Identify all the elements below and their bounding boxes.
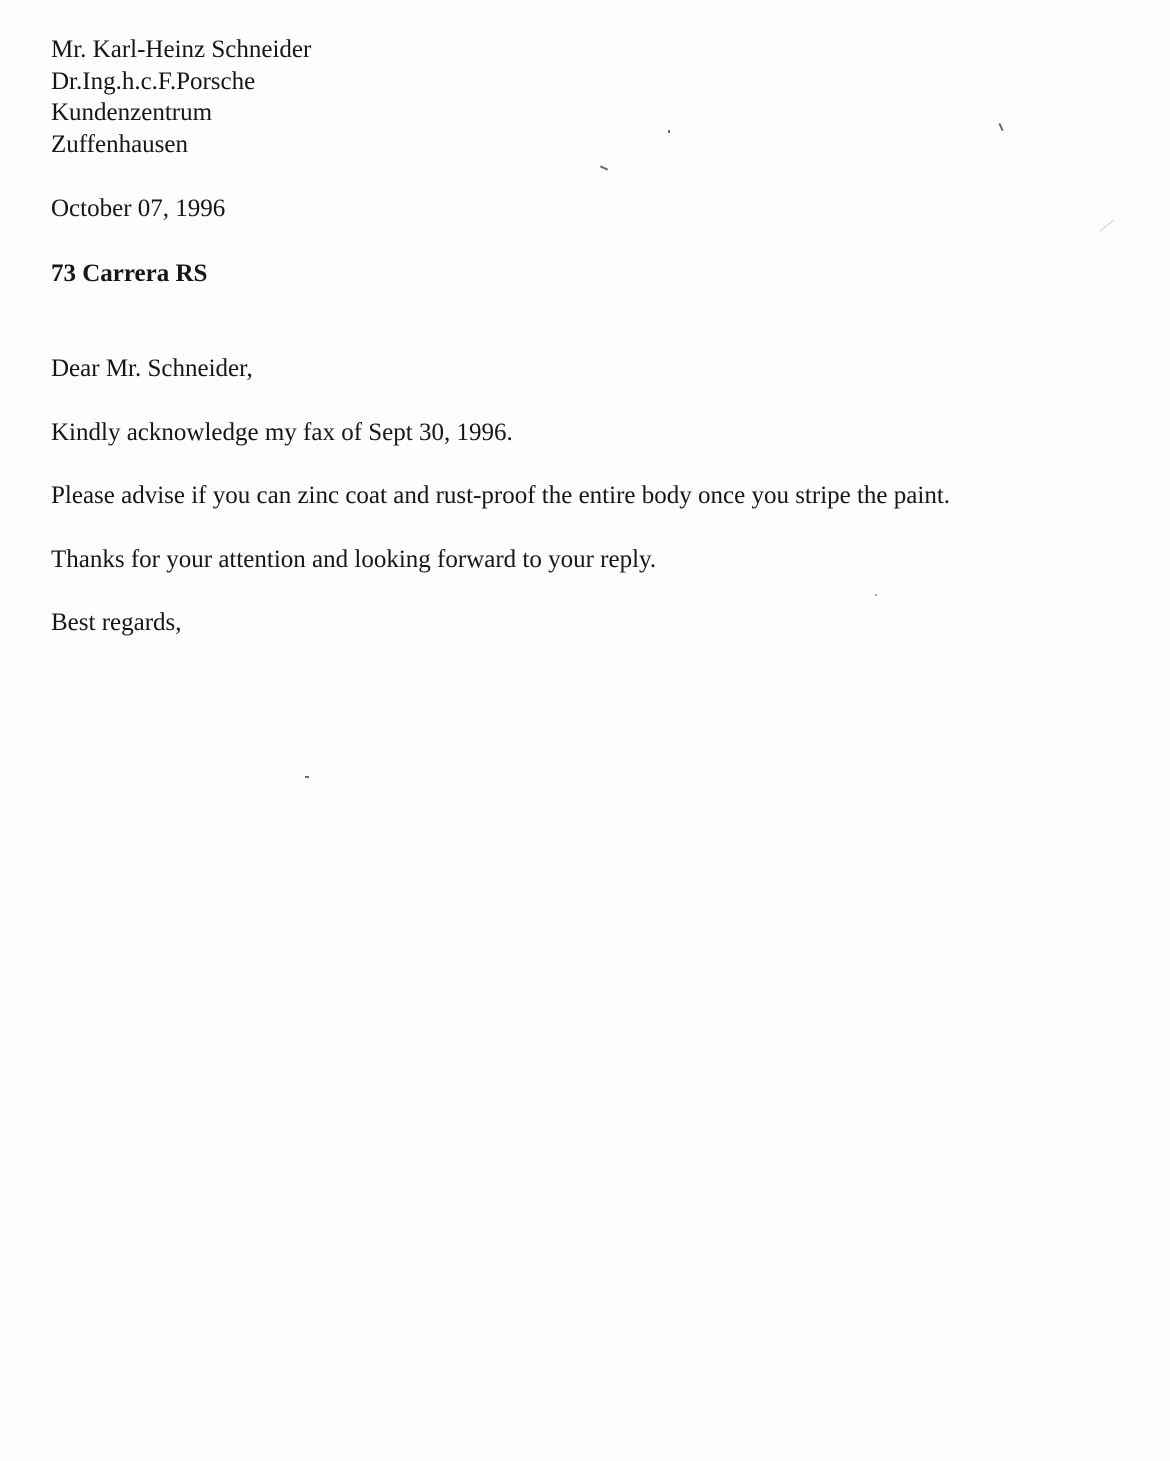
paragraph-fax-acknowledgement: Kindly acknowledge my fax of Sept 30, 1996. xyxy=(51,419,513,446)
scan-speck xyxy=(998,123,1003,131)
paragraph-rustproof-request: Please advise if you can zinc coat and rust-proof the entire body once you stripe the paint. xyxy=(51,482,951,509)
scan-speck xyxy=(875,594,877,596)
letter-subject: 73 Carrera RS xyxy=(51,260,208,287)
recipient-name: Mr. Karl-Heinz Schneider xyxy=(51,36,312,63)
recipient-department: Kundenzentrum xyxy=(51,99,213,126)
scan-speck xyxy=(305,776,309,778)
recipient-location: Zuffenhausen xyxy=(51,131,188,158)
scan-speck xyxy=(668,130,670,133)
scan-speck xyxy=(600,165,608,170)
scan-speck xyxy=(1100,219,1114,231)
recipient-company: Dr.Ing.h.c.F.Porsche xyxy=(51,68,256,95)
letter-date: October 07, 1996 xyxy=(51,195,226,222)
letter-salutation: Dear Mr. Schneider, xyxy=(51,355,253,382)
letter-closing: Best regards, xyxy=(51,609,182,636)
paragraph-thanks: Thanks for your attention and looking forward to your reply. xyxy=(51,546,657,573)
